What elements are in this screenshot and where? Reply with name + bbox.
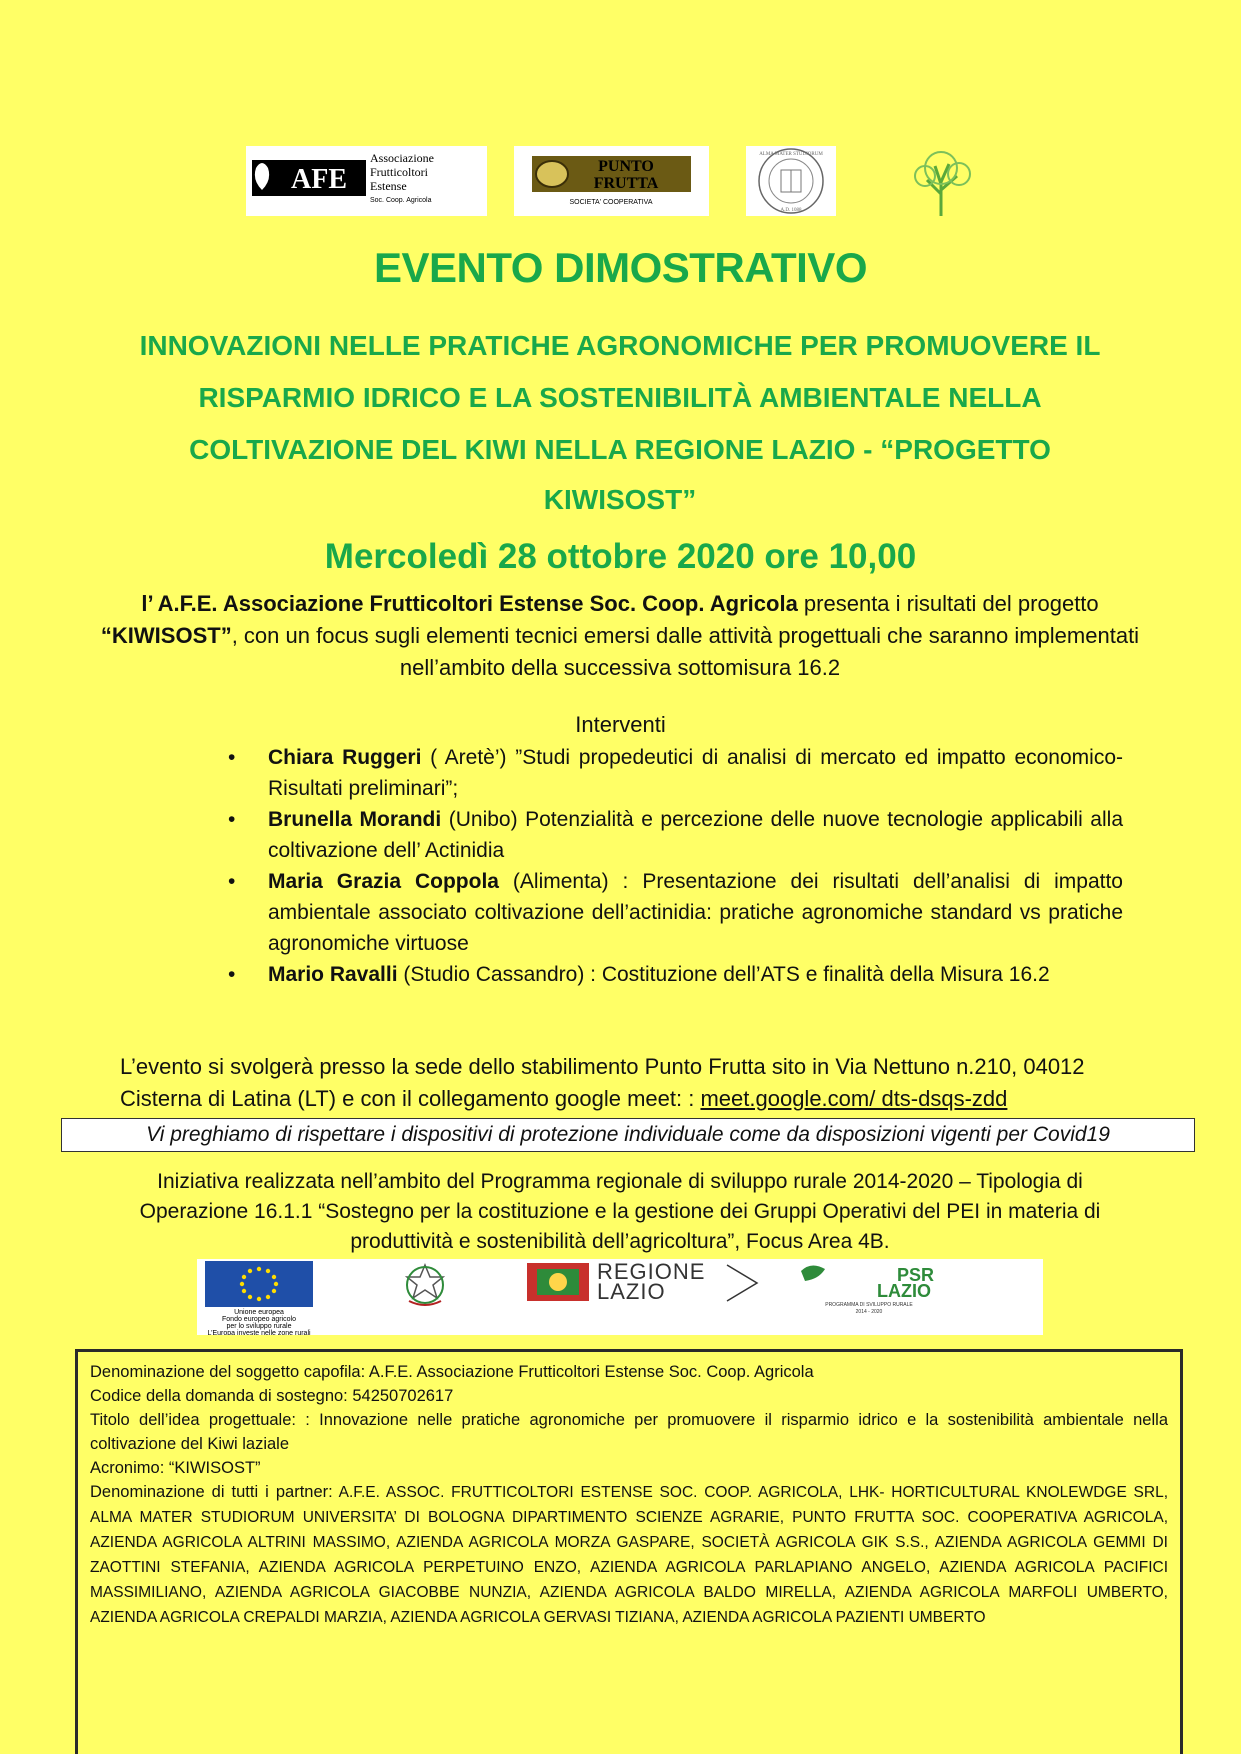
event-date: Mercoledì 28 ottobre 2020 ore 10,00 — [324, 537, 917, 576]
svg-text:A.D. 1088: A.D. 1088 — [780, 208, 802, 213]
interventi-heading: Interventi — [575, 712, 666, 737]
project-subtitle-line-3: COLTIVAZIONE DEL KIWI NELLA REGIONE LAZIO - “PROGETTO — [189, 434, 1051, 465]
svg-text:L’Europa investe nelle zone ru: L’Europa investe nelle zone rurali — [207, 1330, 311, 1335]
unibo-seal-logo — [746, 146, 836, 216]
svg-text:PROGRAMMA DI SVILUPPO RURALE: PROGRAMMA DI SVILUPPO RURALE — [825, 1302, 913, 1308]
covid-notice: Vi preghiamo di rispettare i dispositivi di protezione individuale come da disposizioni vigenti per Covid19 — [61, 1118, 1195, 1152]
meet-link[interactable]: meet.google.com/ dts-dsqs-zdd — [700, 1086, 1008, 1111]
svg-text:Frutticoltori: Frutticoltori — [370, 165, 428, 179]
funders-logos — [197, 1259, 1043, 1335]
tree-icon — [901, 146, 981, 216]
organizer-name: l’ A.F.E. Associazione Frutticoltori Estense Soc. Coop. Agricola — [141, 591, 798, 616]
psr-lazio-logo — [801, 1265, 934, 1315]
project-subtitle-line-4: KIWISOST” — [543, 484, 697, 515]
svg-text:Fondo europeo agricolo: Fondo europeo agricolo — [222, 1316, 296, 1323]
project-details-box — [75, 1349, 1183, 1754]
svg-text:PUNTO: PUNTO — [598, 158, 654, 175]
svg-text:FRUTTA: FRUTTA — [593, 175, 659, 192]
venue-paragraph: L’evento si svolgerà presso la sede dello stabilimento Punto Frutta sito in Via Nettuno n.210, 04012 Cisterna di Latina (LT) e con il collegamento google meet: : meet.google.com/ dts-dsqs-zdd — [120, 1054, 1085, 1111]
list-item: • Mario Ravalli (Studio Cassandro) : Costituzione dell’ATS e finalità della Misura 16.2 — [228, 959, 1123, 990]
svg-text:Unione europea: Unione europea — [234, 1309, 284, 1316]
svg-text:2014 - 2020: 2014 - 2020 — [855, 1309, 883, 1315]
event-title: EVENTO DIMOSTRATIVO — [374, 244, 867, 291]
list-item: • Chiara Ruggeri ( Aretè’) ”Studi propedeutici di analisi di mercato ed impatto economico-Risultati preliminari”; — [228, 742, 1123, 804]
svg-text:per lo sviluppo rurale: per lo sviluppo rurale — [226, 1323, 292, 1330]
afe-mark: AFE — [291, 164, 347, 195]
project-subtitle-line-1: INNOVAZIONI NELLE PRATICHE AGRONOMICHE PER PROMUOVERE IL — [139, 330, 1101, 361]
svg-text:ALMA MATER STUDIORUM: ALMA MATER STUDIORUM — [759, 152, 823, 157]
svg-text:REGIONE: REGIONE — [597, 1259, 706, 1284]
svg-text:LAZIO: LAZIO — [877, 1281, 931, 1301]
partners-list: Denominazione di tutti i partner: A.F.E. ASSOC. FRUTTICOLTORI ESTENSE SOC. COOP. AGRICOLA, LHK- HORTICULTURAL KNOLEWDGE SRL, ALMA MATER STUDIORUM UNIVERSITA’ DI BOLOGNA DIPARTIMENTO SCIENZE AGRARIE, PUNTO FRUTTA SOC. COOPERATIVA AGRICOLA, AZIENDA AGRICOLA ALTRINI MASSIMO, AZIENDA AGRICOLA MORZA GASPARE, SOCIETÀ AGRICOLA GIK S.S., AZIENDA AGRICOLA GEMMI DI ZAOTTINI STEFANIA, AZIENDA AGRICOLA PERPETUINO ENZO, AZIENDA AGRICOLA PARLAPIANO ANGELO, AZIENDA AGRICOLA PACIFICI MASSIMILIANO, AZIENDA AGRICOLA GIACOBBE NUNZIA, AZIENDA AGRICOLA BALDO MIRELLA, AZIENDA AGRICOLA MARFOLI UMBERTO, AZIENDA AGRICOLA CREPALDI MARZIA, AZIENDA AGRICOLA GERVASI TIZIANA, AZIENDA AGRICOLA PAZIENTI UMBERTO — [90, 1483, 1168, 1626]
speakers-list — [228, 742, 1123, 990]
afe-logo — [246, 146, 487, 216]
initiative-paragraph: Iniziativa realizzata nell’ambito del Programma regionale di sviluppo rurale 2014-2020 – Tipologia di Operazione 16.1.1 “Sostegno per la costituzione e la gestione dei Gruppi Operativi del PEI in materia di produttività e sostenibilità dell’agricoltura”, Focus Area 4B. — [139, 1170, 1101, 1253]
list-item: • Maria Grazia Coppola (Alimenta) : Presentazione dei risultati dell’analisi di impatto ambientale associato coltivazione dell’actinidia: pratiche agronomiche standard vs pratiche agronomiche virtuose — [228, 866, 1123, 959]
italian-republic-emblem — [407, 1265, 443, 1305]
list-item: • Brunella Morandi (Unibo) Potenzialità e percezione delle nuove tecnologie applicabili alla coltivazione dell’ Actinidia — [228, 804, 1123, 866]
intro-paragraph: l’ A.F.E. Associazione Frutticoltori Estense Soc. Coop. Agricola presenta i risultati del progetto “KIWISOST”, con un focus sugli elementi tecnici emersi dalle attività progettuali che saranno implementati nell’ambito della successiva sottomisura 16.2 — [100, 591, 1140, 680]
capofila: Denominazione del soggetto capofila: A.F.E. Associazione Frutticoltori Estense Soc. Coop. Agricola — [90, 1363, 814, 1381]
codice-domanda: Codice della domanda di sostegno: 54250702617 — [90, 1387, 454, 1405]
project-name: “KIWISOST” — [100, 623, 232, 648]
svg-text:PSR: PSR — [897, 1265, 935, 1285]
eu-flag-logo — [205, 1261, 313, 1335]
punto-frutta-logo — [514, 146, 709, 216]
svg-text:SOCIETA' COOPERATIVA: SOCIETA' COOPERATIVA — [569, 199, 653, 206]
partner-logos — [246, 146, 1006, 220]
svg-text:Associazione: Associazione — [370, 151, 434, 165]
svg-text:LAZIO: LAZIO — [597, 1279, 666, 1304]
svg-text:Estense: Estense — [370, 179, 407, 193]
acronimo: Acronimo: “KIWISOST” — [90, 1459, 261, 1477]
titolo-idea: Titolo dell’idea progettuale: : Innovazione nelle pratiche agronomiche per promuovere il risparmio idrico e la sostenibilità ambientale nella coltivazione del Kiwi laziale — [90, 1411, 1168, 1453]
regione-lazio-logo — [527, 1259, 757, 1304]
project-subtitle-line-2: RISPARMIO IDRICO E LA SOSTENIBILITÀ AMBIENTALE NELLA — [198, 382, 1042, 413]
svg-text:Soc. Coop. Agricola: Soc. Coop. Agricola — [370, 197, 432, 204]
